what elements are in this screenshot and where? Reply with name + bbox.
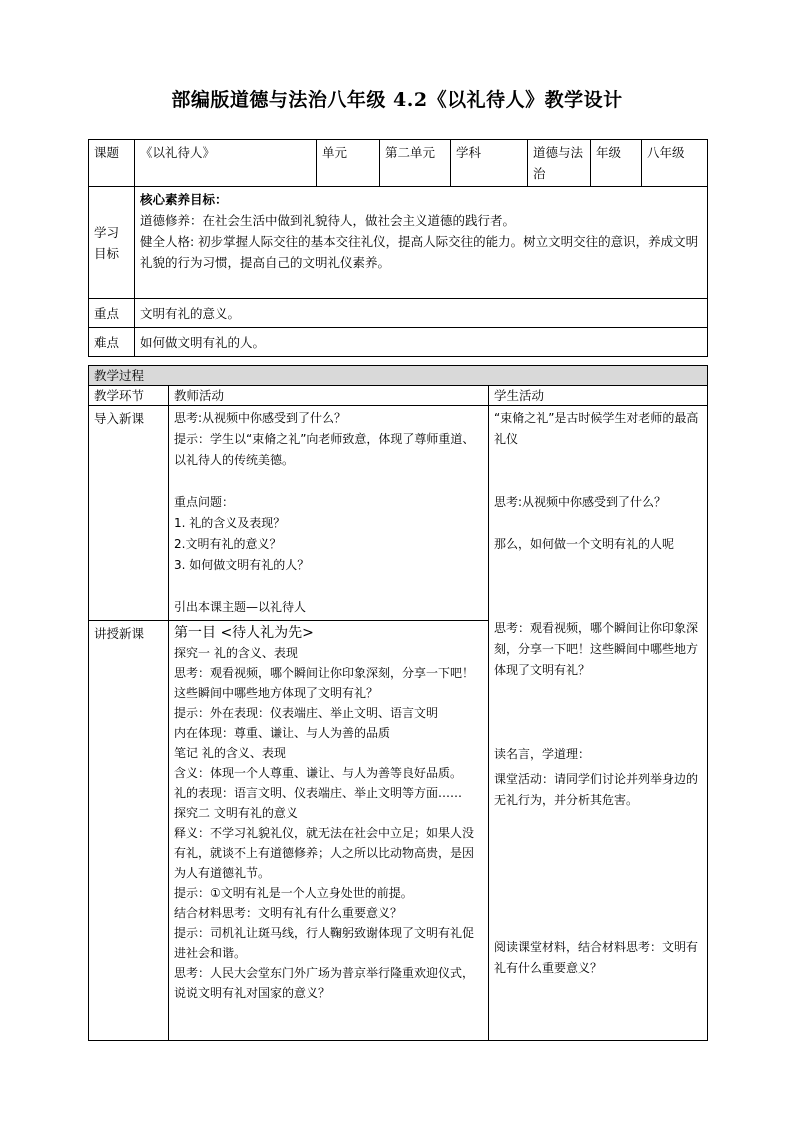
key-point-label: 重点 [89, 299, 135, 328]
lecture-manifestation: 礼的表现：语言文明、仪表端庄、举止文明等方面…… [174, 786, 463, 800]
lecture-teacher-cell [169, 621, 489, 1041]
intro-key-question-2: 2.文明有礼的意义？ [174, 537, 282, 551]
intro-stage: 导入新课 [89, 406, 169, 621]
goals-label: 学习目标 [89, 187, 135, 299]
goals-heading: 核心素养目标： [140, 192, 228, 207]
lecture-section-title: 第一目 <待人礼为先> [174, 625, 314, 641]
unit-value: 第二单元 [380, 140, 451, 187]
lecture-hint-inner: 内在体现：尊重、谦让、与人为善的品质 [174, 726, 391, 740]
intro-key-question-3: 3. 如何做文明有礼的人？ [174, 558, 310, 572]
grade-value: 八年级 [642, 140, 708, 187]
difficulty-value: 如何做文明有礼的人。 [135, 328, 708, 357]
lecture-think-1: 思考：观看视频，哪个瞬间让你印象深刻，分享一下吧！这些瞬间中哪些地方体现了文明有礼？ [174, 666, 475, 700]
goals-line-2: 健全人格: 初步掌握人际交往的基本交往礼仪，提高人际交往的能力。树立文明交往的意识，养成文明礼貌的行为习惯，提高自己的文明礼仪素养。 [140, 234, 699, 270]
grade-label: 年级 [591, 140, 642, 187]
process-table [88, 365, 708, 1041]
lecture-hint-outer: 提示：外在表现：仪表端庄、举止文明、语言文明 [174, 706, 439, 720]
lecture-inquiry-1: 探究一 礼的含义、表现 [174, 646, 298, 660]
student-activity-cell [489, 406, 708, 1041]
col-student-header: 学生活动 [489, 386, 708, 406]
student-lecture-think: 思考：观看视频，哪个瞬间让你印象深刻，分享一下吧！这些瞬间中哪些地方体现了文明有礼？ [494, 621, 699, 677]
goals-line-1: 道德修养：在社会生活中做到礼貌待人，做社会主义道德的践行者。 [140, 213, 516, 228]
lecture-hint-premise: 提示：①文明有礼是一个人立身处世的前提。 [174, 886, 413, 900]
course-label: 课题 [89, 140, 135, 187]
page-title: 部编版道德与法治八年级 4.2《以礼待人》教学设计 [171, 89, 623, 111]
lecture-material-question: 结合材料思考：文明有礼有什么重要意义？ [174, 906, 403, 920]
col-teacher-header: 教师活动 [169, 386, 489, 406]
student-quotes: 读名言，学道理： [494, 747, 591, 761]
student-class-activity: 课堂活动：请同学们讨论并列举身边的无礼行为，并分析其危害。 [494, 772, 699, 807]
intro-teacher-question: 思考:从视频中你感受到了什么？ [174, 411, 347, 425]
lecture-think-national: 思考：人民大会堂东门外广场为普京举行隆重欢迎仪式，说说文明有礼对国家的意义？ [174, 966, 475, 1000]
lecture-inquiry-2: 探究二 文明有礼的意义 [174, 806, 298, 820]
course-value: 《以礼待人》 [135, 140, 317, 187]
student-intro-followup: 那么，如何做一个文明有礼的人呢 [494, 537, 675, 551]
student-material-reading: 阅读课堂材料，结合材料思考：文明有礼有什么重要意义？ [494, 940, 699, 975]
key-point-value: 文明有礼的意义。 [135, 299, 708, 328]
subject-value: 道德与法治 [528, 140, 591, 187]
lecture-hint-harmony: 提示：司机礼让斑马线，行人鞠躬致谢体现了文明有礼促进社会和谐。 [174, 926, 475, 960]
difficulty-label: 难点 [89, 328, 135, 357]
process-header: 教学过程 [89, 366, 708, 386]
lecture-note-heading: 笔记 礼的含义、表现 [174, 746, 286, 760]
lecture-explanation: 释义：不学习礼貌礼仪，就无法在社会中立足；如果人没有礼，就谈不上有道德修养；人之所以比动物高贵，是因为人有道德礼节。 [174, 826, 475, 880]
intro-teacher-hint: 提示：学生以“束脩之礼”向老师致意，体现了尊师重道、以礼待人的传统美德。 [174, 432, 475, 467]
unit-label: 单元 [317, 140, 380, 187]
lecture-definition: 含义：体现一个人尊重、谦让、与人为善等良好品质。 [174, 766, 463, 780]
col-stage-header: 教学环节 [89, 386, 169, 406]
info-table [88, 139, 708, 357]
intro-key-question-1: 1. 礼的含义及表现？ [174, 516, 286, 530]
goals-content [135, 187, 708, 299]
lecture-stage: 讲授新课 [89, 621, 169, 1041]
intro-key-questions-heading: 重点问题： [174, 495, 235, 509]
intro-topic: 引出本课主题—以礼待人 [174, 600, 307, 614]
intro-teacher-cell [169, 406, 489, 621]
subject-label: 学科 [451, 140, 528, 187]
student-intro-question: 思考:从视频中你感受到了什么？ [494, 495, 667, 509]
student-intro-note: “束脩之礼”是古时候学生对老师的最高礼仪 [494, 411, 699, 446]
